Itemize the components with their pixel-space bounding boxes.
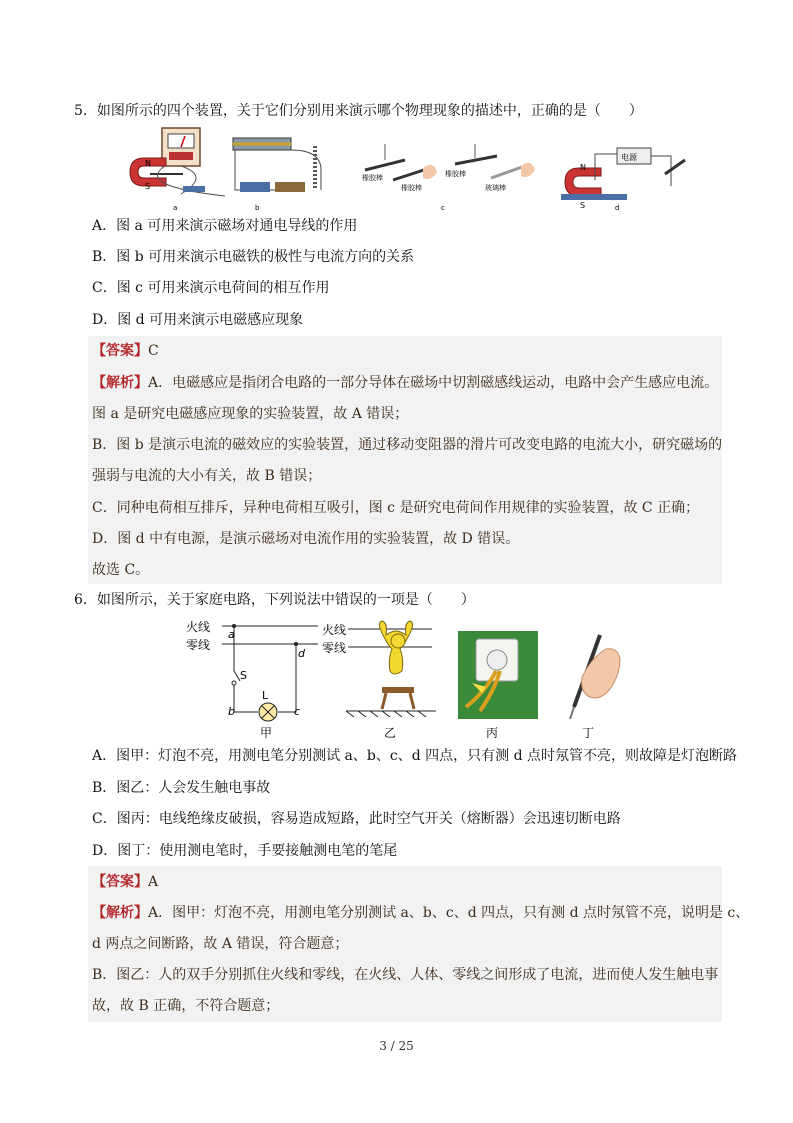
fig-a-caption: a xyxy=(173,204,178,212)
q5-analysis-text-1: A．电磁感应是指闭合电路的一部分导体在磁场中切割磁感线运动，电路中会产生感应电流。 xyxy=(148,375,719,391)
lamp-l-label: L xyxy=(262,689,269,702)
q5-option-b: B．图 b 可用来演示电磁铁的极性与电流方向的关系 xyxy=(92,249,415,265)
q6-analysis-line-4: 故，故 B 正确，不符合题意； xyxy=(92,998,280,1014)
point-b-label: b xyxy=(228,705,235,718)
q5-answer-tag: 【答案】 xyxy=(92,343,148,359)
figure-ding-test-pen xyxy=(570,635,620,719)
fig-b-caption: b xyxy=(255,204,260,212)
q6-answer-value: A xyxy=(148,874,159,890)
caption-bing: 丙 xyxy=(486,726,499,740)
fig-c-rod-3: 橡胶棒 xyxy=(445,170,466,178)
q5-option-a: A．图 a 可用来演示磁场对通电导线的作用 xyxy=(92,218,358,234)
q6-analysis-line-2: d 两点之间断路，故 A 错误，符合题意； xyxy=(92,936,349,952)
q6-analysis-line-3: B．图乙：人的双手分别抓住火线和零线，在火线、人体、零线之间形成了电流，进而使人发生触电事 xyxy=(92,967,719,983)
jia-live-label: 火线 xyxy=(186,620,211,634)
figure-jia-circuit xyxy=(222,626,318,721)
caption-yi: 乙 xyxy=(384,726,397,740)
q6-answer-tag: 【答案】 xyxy=(92,874,148,890)
q6-stem: 6．如图所示，关于家庭电路，下列说法中错误的一项是（ ） xyxy=(74,592,475,608)
point-d-dot xyxy=(294,642,298,646)
q6-option-d: D．图丁：使用测电笔时，手要接触测电笔的笔尾 xyxy=(92,843,398,859)
q6-figure xyxy=(186,617,638,741)
fig-d-caption: d xyxy=(615,204,620,212)
q6-option-b: B．图乙：人会发生触电事故 xyxy=(92,780,271,796)
fig-c-caption: c xyxy=(441,204,445,212)
q5-answer-value: C xyxy=(148,343,159,359)
figure-bing-socket xyxy=(458,631,538,719)
switch-s-label: S xyxy=(240,669,247,682)
q5-analysis-line-1 xyxy=(92,373,718,393)
q6-analysis-tag: 【解析】 xyxy=(92,905,148,921)
caption-ding: 丁 xyxy=(582,726,595,740)
q5-option-c: C．图 c 可用来演示电荷间的相互作用 xyxy=(92,280,330,296)
q5-analysis-line-5: C．同种电荷相互排斥，异种电荷相互吸引，图 c 是研究电荷间作用规律的实验装置，故 C 正确； xyxy=(92,500,700,516)
q5-answer xyxy=(92,341,159,361)
q5-analysis-line-6: D．图 d 中有电源，是演示磁场对电流作用的实验装置，故 D 错误。 xyxy=(92,531,520,547)
q6-analysis-text-1: A．图甲：灯泡不亮，用测电笔分别测试 a、b、c、d 四点，只有测 d 点时氖管不亮，说明是 c、 xyxy=(148,905,750,921)
switch-dot xyxy=(232,681,236,685)
figure-b-apparatus xyxy=(233,138,321,192)
q5-option-d: D．图 d 可用来演示电磁感应现象 xyxy=(92,312,304,328)
q6-answer xyxy=(92,872,158,892)
point-d-label: d xyxy=(298,647,305,660)
yi-live-label: 火线 xyxy=(322,623,347,637)
fig-a-s-label: S xyxy=(145,182,151,191)
yi-neutral-label: 零线 xyxy=(322,641,347,655)
q6-option-c: C．图丙：电线绝缘皮破损，容易造成短路，此时空气开关（熔断器）会迅速切断电路 xyxy=(92,811,621,827)
q5-stem: 5．如图所示的四个装置，关于它们分别用来演示哪个物理现象的描述中，正确的是（ ） xyxy=(74,103,643,119)
page-number: 3 / 25 xyxy=(379,1039,414,1053)
fig-a-n-label: N xyxy=(145,159,151,168)
fig-d-n-label: N xyxy=(580,163,586,172)
q5-analysis-line-2: 图 a 是研究电磁感应现象的实验装置，故 A 错误； xyxy=(92,406,409,422)
fig-d-power-label: 电源 xyxy=(621,153,637,162)
q5-analysis-line-4: 强弱与电流的大小有关，故 B 错误； xyxy=(92,468,322,484)
q5-figure xyxy=(125,124,690,216)
point-a-label: a xyxy=(228,628,235,641)
q5-analysis-line-3: B．图 b 是演示电流的磁效应的实验装置，通过移动变阻器的滑片可改变电路的电流大小，研究磁场的 xyxy=(92,437,723,453)
fig-c-rod-2: 橡胶棒 xyxy=(401,184,422,192)
q6-option-a: A．图甲：灯泡不亮，用测电笔分别测试 a、b、c、d 四点，只有测 d 点时氖管不亮，则故障是灯泡断路 xyxy=(92,748,737,764)
figure-yi-person xyxy=(346,621,436,717)
q5-analysis-tag: 【解析】 xyxy=(92,375,148,391)
q5-analysis-line-7: 故选 C。 xyxy=(92,562,150,578)
jia-neutral-label: 零线 xyxy=(186,638,211,652)
fig-c-glass-rod: 玻璃棒 xyxy=(485,184,506,192)
fig-c-rod-1: 橡胶棒 xyxy=(362,174,383,182)
q6-analysis-line-1 xyxy=(92,903,749,923)
caption-jia: 甲 xyxy=(260,726,273,740)
point-c-label: c xyxy=(294,705,301,718)
fig-d-s-label: S xyxy=(580,201,586,210)
